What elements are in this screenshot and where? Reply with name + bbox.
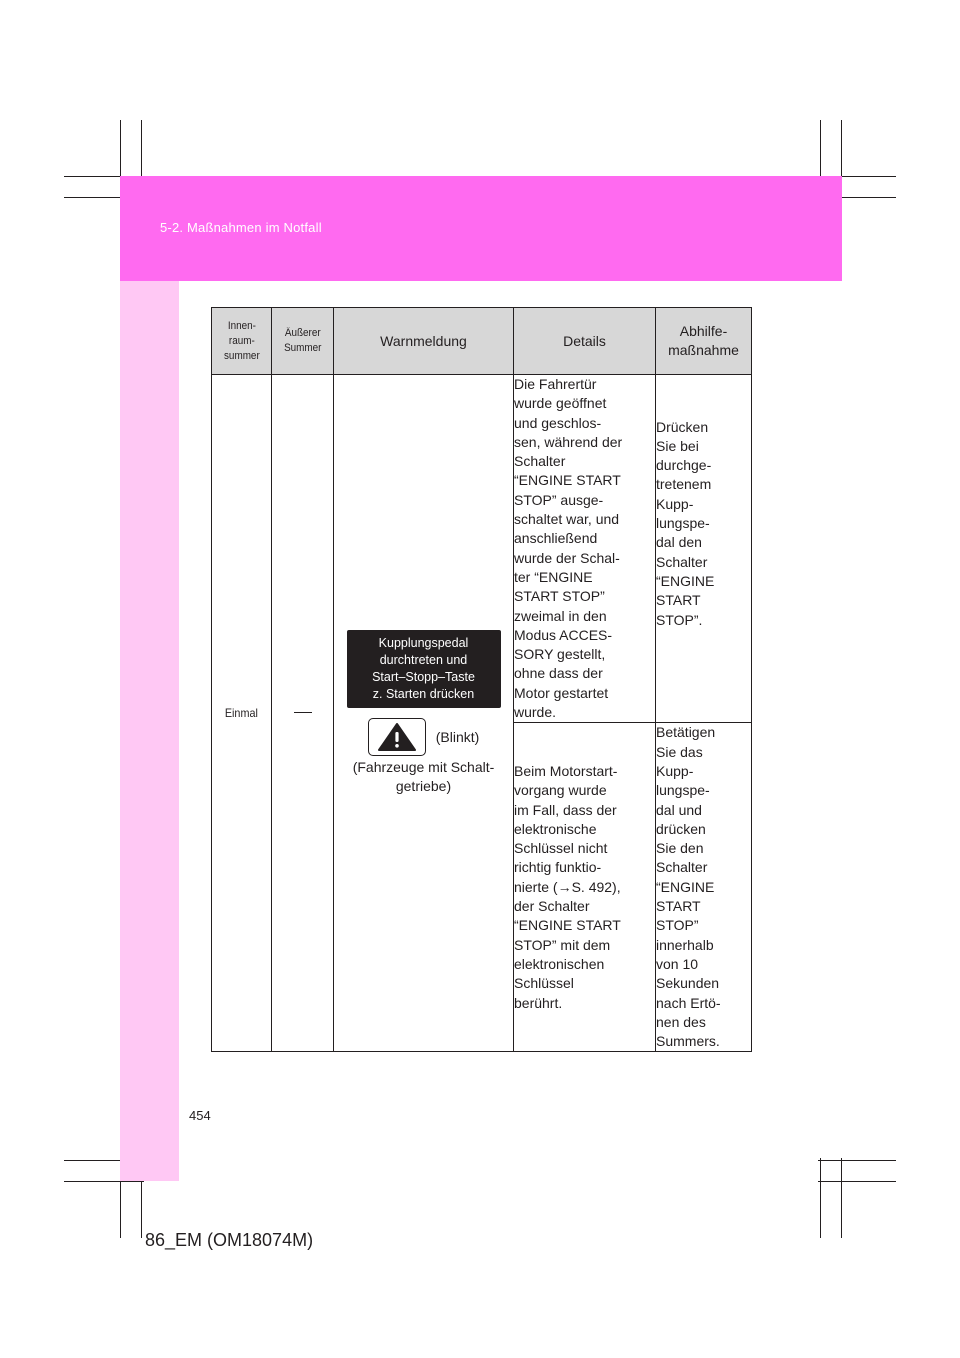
vehicle-note: (Fahrzeuge mit Schalt- getriebe) <box>352 759 495 795</box>
side-strip <box>120 281 179 1181</box>
interior-buzzer-value: Einmal <box>224 706 259 721</box>
crop-mark <box>841 1158 842 1238</box>
details-text-1: Die Fahrertür wurde geöffnet und geschlos- sen, während der Schalter “ENGINE START STOP” ausge- schaltet war, und anschließend wurde der Schal- ter “ENGINE START STOP” zweimal in den Modus ACCES- SORY gestellt, ohne dass der Motor gestartet wurde. <box>514 376 623 721</box>
crop-mark <box>64 1181 144 1182</box>
crop-mark <box>818 1181 896 1182</box>
display-line: Start–Stopp–Taste <box>372 670 475 685</box>
warning-table <box>211 307 752 1052</box>
header-line: Abhilfe- <box>679 323 728 339</box>
header-line: maßnahme <box>668 342 739 358</box>
header-line: raum- <box>228 334 255 347</box>
warning-triangle-icon <box>377 722 417 752</box>
warning-message-cell <box>334 375 514 1052</box>
warning-icon-frame <box>368 718 426 756</box>
header-exterior-buzzer <box>272 308 334 375</box>
display-line: z. Starten drücken <box>372 687 475 702</box>
header-remedy <box>656 308 752 375</box>
page-number: 454 <box>189 1108 211 1123</box>
details-cell-1 <box>514 375 656 723</box>
display-message-box <box>347 630 501 708</box>
header-line: summer <box>223 349 260 362</box>
display-line: Kupplungspedal <box>378 636 469 651</box>
table-header-row <box>212 308 752 375</box>
crop-mark <box>818 1160 896 1161</box>
exterior-buzzer-cell <box>272 375 334 1052</box>
arrow-icon: → <box>557 878 572 895</box>
section-header-band <box>120 176 842 281</box>
details-text-2: Beim Motorstart- vorgang wurde im Fall, dass der elektronische Schlüssel nicht richtig funktio- nierte (→S. 492), der Schalter “ENGINE START STOP” mit dem elektronischen Schlüssel berührt. <box>514 762 621 1011</box>
header-line: Summer <box>283 342 322 354</box>
section-title: 5-2. Maßnahmen im Notfall <box>160 220 322 235</box>
header-interior-buzzer <box>212 308 272 375</box>
remedy-cell-2 <box>656 723 752 1052</box>
display-line: durchtreten und <box>379 653 468 668</box>
table-row <box>212 375 752 723</box>
header-line: Innen- <box>227 319 256 332</box>
remedy-cell-1 <box>656 375 752 723</box>
header-line: Äußerer <box>284 327 321 339</box>
remedy-text-1: Drücken Sie bei durchge- tretenem Kupp- lungspe- dal den Schalter “ENGINE START STOP”. <box>656 418 715 628</box>
interior-buzzer-cell <box>212 375 272 1052</box>
blink-label: (Blinkt) <box>435 729 480 746</box>
crop-mark <box>820 1158 821 1238</box>
document-code: 86_EM (OM18074M) <box>145 1230 314 1250</box>
exterior-buzzer-dash <box>294 712 312 713</box>
details-cell-2 <box>514 723 656 1052</box>
header-details: Details <box>514 308 656 375</box>
remedy-text-2: Betätigen Sie das Kupp- lungspe- dal und drücken Sie den Schalter “ENGINE START STOP” innerhalb von 10 Sekunden nach Ertö- nen des Summers. <box>656 724 721 1050</box>
header-warning-message: Warnmeldung <box>334 308 514 375</box>
